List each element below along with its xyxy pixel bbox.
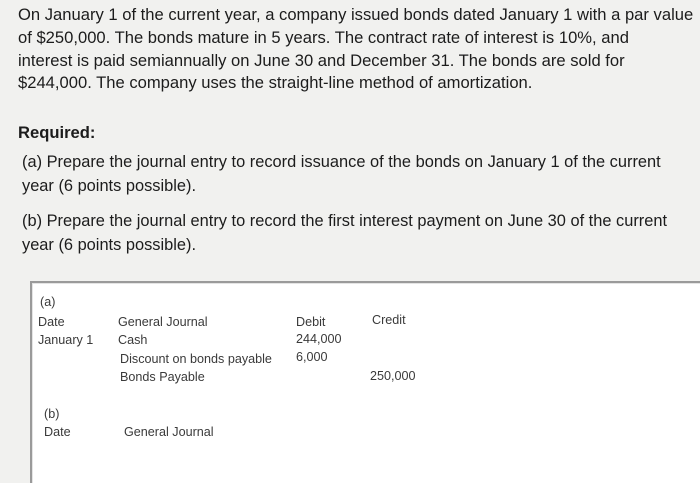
answer-b-label: (b) <box>44 407 60 421</box>
part-a-question <box>22 150 682 198</box>
answer-a-label: (a) <box>40 295 56 309</box>
part-b-line: year (6 points possible). <box>22 236 197 254</box>
journal-header: General Journal <box>118 315 208 329</box>
problem-line: $244,000. The company uses the straight-line method of amortization. <box>18 73 533 93</box>
credit-header: Credit <box>372 313 406 327</box>
date-header: Date <box>44 425 71 439</box>
entry-account: Bonds Payable <box>120 370 205 384</box>
part-a-line: year (6 points possible). <box>22 177 197 195</box>
date-header: Date <box>38 315 65 329</box>
required-heading: Required: <box>18 123 96 142</box>
entry-account: Discount on bonds payable <box>120 352 272 366</box>
problem-line: interest is paid semiannually on June 30 and December 31. The bonds are sold for <box>18 50 625 70</box>
entry-debit: 6,000 <box>296 350 328 364</box>
part-a-line: (a) Prepare the journal entry to record issuance of the bonds on January 1 of the current <box>22 153 661 171</box>
problem-line: On January 1 of the current year, a company issued bonds dated January 1 with a par value <box>18 5 694 24</box>
entry-credit: 250,000 <box>370 369 416 383</box>
debit-header: Debit <box>296 315 326 329</box>
problem-statement <box>18 4 694 95</box>
answer-worksheet <box>30 281 700 483</box>
entry-debit: 244,000 <box>296 332 342 346</box>
entry-account: Cash <box>118 333 148 347</box>
part-b-question <box>22 209 682 257</box>
entry-date: January 1 <box>38 333 94 347</box>
part-b-line: (b) Prepare the journal entry to record the first interest payment on June 30 of the current <box>22 212 668 230</box>
problem-line: of $250,000. The bonds mature in 5 years. The contract rate of interest is 10%, and <box>18 27 629 47</box>
journal-header: General Journal <box>124 425 214 439</box>
